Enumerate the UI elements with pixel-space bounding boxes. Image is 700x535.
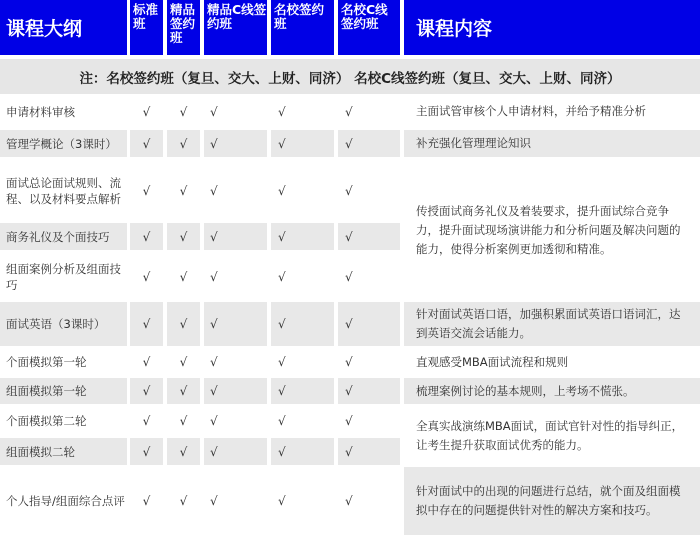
check-cell <box>130 97 163 126</box>
check-cell <box>338 348 400 376</box>
check-cell <box>271 223 334 250</box>
row-name <box>0 97 127 126</box>
check-cell-text: √ <box>210 229 218 244</box>
check-cell <box>130 348 163 376</box>
check-cell-text: √ <box>179 414 188 428</box>
header-class-1-text: 精品签约班 <box>170 2 196 45</box>
check-cell <box>204 253 267 300</box>
check-cell <box>338 223 400 250</box>
check-cell <box>130 130 163 157</box>
check-cell-text: √ <box>142 183 151 198</box>
row-name-text: 个人指导/组面综合点评 <box>6 494 125 508</box>
check-cell <box>271 253 334 300</box>
check-cell-text: √ <box>210 317 218 331</box>
header-class-3 <box>271 0 334 55</box>
header-class-2 <box>204 0 267 55</box>
content-cell <box>404 378 700 404</box>
check-cell-text: √ <box>210 355 218 369</box>
check-cell-text: √ <box>345 494 353 508</box>
check-cell <box>271 97 334 126</box>
content-cell-text: 直观感受MBA面试流程和规则 <box>416 354 569 369</box>
header-class-4 <box>338 0 400 55</box>
header-outline <box>0 0 127 55</box>
check-cell-text: √ <box>278 183 286 198</box>
check-cell-text: √ <box>345 317 353 331</box>
row-name <box>0 253 127 300</box>
check-cell <box>130 160 163 221</box>
content-cell <box>404 467 700 535</box>
row-name-text: 组面模拟二轮 <box>6 444 75 459</box>
check-cell-text: √ <box>345 384 353 398</box>
check-cell <box>130 467 163 535</box>
row-name-text: 管理学概论（3课时） <box>6 136 117 151</box>
content-cell <box>404 130 700 157</box>
check-cell-text: √ <box>278 317 286 331</box>
note-bar <box>0 59 700 94</box>
row-name-text: 组面模拟第一轮 <box>6 384 87 398</box>
check-cell <box>271 302 334 346</box>
header-class-4-text: 名校C线签约班 <box>341 2 388 31</box>
header-class-2-text: 精品C线签约班 <box>207 2 267 31</box>
check-cell <box>271 438 334 465</box>
check-cell-text: √ <box>210 183 218 198</box>
check-cell <box>167 97 200 126</box>
content-cell <box>404 160 700 300</box>
check-cell-text: √ <box>345 183 353 198</box>
row-name-text: 个面模拟第二轮 <box>6 414 87 428</box>
check-cell-text: √ <box>278 229 286 244</box>
check-cell-text: √ <box>179 104 188 119</box>
check-cell-text: √ <box>210 384 218 398</box>
check-cell <box>167 438 200 465</box>
row-name-text: 面试英语（3课时） <box>6 317 106 331</box>
check-cell <box>204 160 267 221</box>
check-cell-text: √ <box>179 444 188 459</box>
check-cell-text: √ <box>345 104 353 119</box>
check-cell-text: √ <box>278 444 286 459</box>
row-name <box>0 160 127 221</box>
content-cell-text: 补充强化管理理论知识 <box>416 136 531 150</box>
check-cell-text: √ <box>142 136 151 151</box>
check-cell <box>204 406 267 436</box>
check-cell <box>338 97 400 126</box>
content-cell <box>404 348 700 376</box>
check-cell <box>167 160 200 221</box>
check-cell-text: √ <box>278 136 286 151</box>
check-cell <box>338 378 400 404</box>
check-cell <box>204 130 267 157</box>
check-cell-text: √ <box>278 414 286 428</box>
row-name <box>0 467 127 535</box>
check-cell <box>338 160 400 221</box>
check-cell <box>204 223 267 250</box>
check-cell-text: √ <box>142 494 151 508</box>
check-cell-text: √ <box>179 494 188 508</box>
header-class-0-text: 标准班 <box>133 2 159 31</box>
check-cell-text: √ <box>278 269 286 284</box>
check-cell-text: √ <box>345 136 353 151</box>
check-cell <box>338 467 400 535</box>
check-cell <box>204 302 267 346</box>
check-cell-text: √ <box>278 104 286 119</box>
check-cell-text: √ <box>210 104 218 119</box>
check-cell-text: √ <box>210 414 218 428</box>
row-name <box>0 438 127 465</box>
header-class-3-text: 名校签约班 <box>274 2 325 31</box>
row-name <box>0 406 127 436</box>
check-cell <box>167 253 200 300</box>
header-class-1 <box>167 0 200 55</box>
check-cell <box>130 302 163 346</box>
check-cell <box>204 348 267 376</box>
check-cell-text: √ <box>345 355 353 369</box>
check-cell <box>167 406 200 436</box>
check-cell-text: √ <box>179 317 188 331</box>
check-cell <box>130 223 163 250</box>
check-cell <box>204 438 267 465</box>
content-cell-text: 全真实战演练MBA面试，面试官针对性的指导纠正，让考生提升获取面试优秀的能力。 <box>416 418 684 452</box>
row-name-text: 申请材料审核 <box>6 104 75 119</box>
check-cell <box>271 348 334 376</box>
check-cell-text: √ <box>142 384 151 398</box>
check-cell-text: √ <box>210 269 218 284</box>
check-cell-text: √ <box>345 444 353 459</box>
check-cell-text: √ <box>142 414 151 428</box>
row-name <box>0 302 127 346</box>
check-cell <box>271 130 334 157</box>
content-cell <box>404 97 700 126</box>
header-outline-text: 课程大纲 <box>6 18 83 40</box>
check-cell <box>204 378 267 404</box>
check-cell-text: √ <box>345 269 353 284</box>
header-content <box>404 0 700 55</box>
check-cell-text: √ <box>142 104 151 119</box>
check-cell-text: √ <box>179 384 188 398</box>
check-cell <box>130 253 163 300</box>
check-cell-text: √ <box>142 317 151 331</box>
row-name <box>0 378 127 404</box>
check-cell <box>167 348 200 376</box>
check-cell-text: √ <box>179 183 188 198</box>
check-cell <box>167 467 200 535</box>
row-name <box>0 348 127 376</box>
row-name-text: 个面模拟第一轮 <box>6 355 87 369</box>
row-name-text: 面试总论面试规则、流程、以及材料要点解析 <box>6 175 121 206</box>
content-cell-text: 主面试管审核个人申请材料，并给予精准分析 <box>416 104 646 118</box>
check-cell <box>338 438 400 465</box>
check-cell-text: √ <box>179 136 188 151</box>
check-cell-text: √ <box>142 269 151 284</box>
check-cell-text: √ <box>179 355 188 369</box>
row-name <box>0 223 127 250</box>
check-cell <box>130 438 163 465</box>
check-cell-text: √ <box>179 269 188 284</box>
content-cell-text: 梳理案例讨论的基本规则，上考场不慌张。 <box>416 383 635 398</box>
row-name <box>0 130 127 157</box>
check-cell-text: √ <box>142 229 151 244</box>
check-cell <box>167 378 200 404</box>
note-bar-text: 注：名校签约班（复旦、交大、上财、同济） 名校C线签约班（复旦、交大、上财、同济） <box>79 70 621 87</box>
check-cell-text: √ <box>278 355 286 369</box>
check-cell-text: √ <box>345 229 353 244</box>
check-cell-text: √ <box>210 444 218 459</box>
check-cell <box>338 130 400 157</box>
content-cell-text: 针对面试英语口语，加强积累面试英语口语词汇，达到英语交流会话能力。 <box>416 307 681 340</box>
check-cell <box>338 302 400 346</box>
check-cell <box>271 160 334 221</box>
check-cell <box>167 130 200 157</box>
check-cell <box>130 378 163 404</box>
check-cell <box>167 302 200 346</box>
check-cell-text: √ <box>142 444 151 459</box>
check-cell-text: √ <box>210 494 218 508</box>
content-cell-text: 传授面试商务礼仪及着装要求，提升面试综合竞争力，提升面试现场演讲能力和分析问题及解决问题的能力，使得分析案例更加透彻和精准。 <box>416 203 681 256</box>
header-class-0 <box>130 0 163 55</box>
check-cell <box>271 467 334 535</box>
check-cell <box>167 223 200 250</box>
header-content-text: 课程内容 <box>416 18 493 40</box>
check-cell-text: √ <box>278 384 286 398</box>
check-cell-text: √ <box>142 355 151 369</box>
check-cell <box>130 406 163 436</box>
check-cell <box>271 378 334 404</box>
check-cell <box>204 97 267 126</box>
check-cell <box>204 467 267 535</box>
content-cell <box>404 302 700 346</box>
content-cell <box>404 406 700 465</box>
check-cell-text: √ <box>278 494 286 508</box>
row-name-text: 组面案例分析及组面技巧 <box>6 261 121 292</box>
check-cell-text: √ <box>179 229 188 244</box>
row-name-text: 商务礼仪及个面技巧 <box>6 229 110 244</box>
check-cell-text: √ <box>345 414 353 428</box>
check-cell <box>271 406 334 436</box>
check-cell <box>338 253 400 300</box>
check-cell-text: √ <box>210 136 218 151</box>
check-cell <box>338 406 400 436</box>
content-cell-text: 针对面试中的出现的问题进行总结，就个面及组面模拟中存在的问题提供针对性的解决方案和技巧。 <box>416 484 681 517</box>
